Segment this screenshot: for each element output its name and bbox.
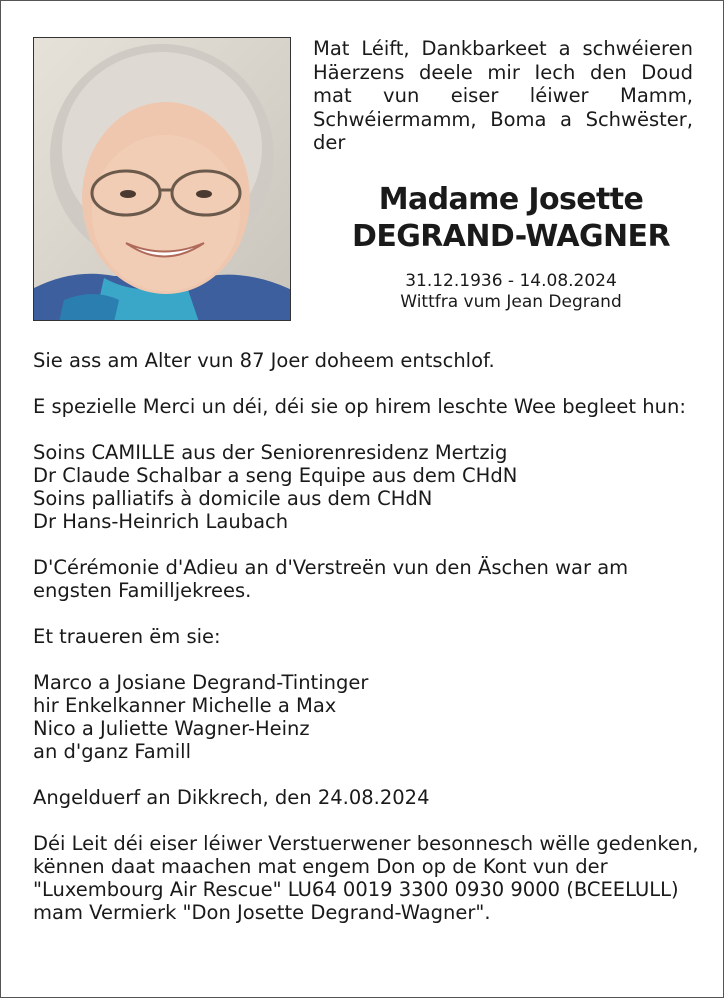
- name-surname: DEGRAND-WAGNER: [352, 219, 670, 254]
- age-line: Sie ass am Alter vun 87 Joer doheem entschlof.: [33, 349, 495, 372]
- mourner-item: Marco a Josiane Degrand-Tintinger: [33, 671, 369, 694]
- mourner-item: Nico a Juliette Wagner-Heinz: [33, 717, 310, 740]
- place-date: Angelduerf an Dikkrech, den 24.08.2024: [33, 786, 430, 809]
- life-dates: 31.12.1936 - 14.08.2024: [405, 271, 617, 291]
- mourner-item: hir Enkelkanner Michelle a Max: [33, 694, 337, 717]
- donation-text: Déi Leit déi eiser léiwer Verstuerwener besonnesch wëlle gedenken, kënnen daat maachen mat engem Don op de Kont vun der "Luxembourg Air Rescue" LU64 0019 3300 0930 9000 (BCEELULL) mam Vermierk "Don Josette Degrand-Wagner".: [33, 832, 699, 924]
- ceremony-text: D'Cérémonie d'Adieu an d'Verstreën vun den Äschen war am engsten Familljekrees.: [33, 556, 629, 602]
- thanks-item: Soins CAMILLE aus der Seniorenresidenz Mertzig: [33, 441, 508, 464]
- thanks-item: Dr Claude Schalbar a seng Equipe aus dem CHdN: [33, 464, 518, 487]
- life-dates-block: [301, 271, 721, 313]
- mourner-item: an d'ganz Famill: [33, 740, 191, 763]
- portrait-photo: [33, 37, 291, 321]
- mourners-intro: Et traueren ëm sie:: [33, 625, 221, 648]
- intro-text: Mat Léift, Dankbarkeet a schwéieren Häerzens deele mir Iech den Doud mat vun eiser léiwer Mamm, Schwéiermamm, Boma a Schwëster, der: [313, 37, 693, 154]
- thanks-intro: E spezielle Merci un déi, déi sie op hirem leschte Wee begleet hun:: [33, 395, 686, 418]
- deceased-name: [301, 181, 721, 255]
- obituary-body: [33, 349, 713, 924]
- name-first-line: Madame Josette: [378, 182, 644, 217]
- widow-of: Wittfra vum Jean Degrand: [400, 292, 622, 312]
- thanks-item: Dr Hans-Heinrich Laubach: [33, 510, 289, 533]
- thanks-item: Soins palliatifs à domicile aus dem CHdN: [33, 487, 433, 510]
